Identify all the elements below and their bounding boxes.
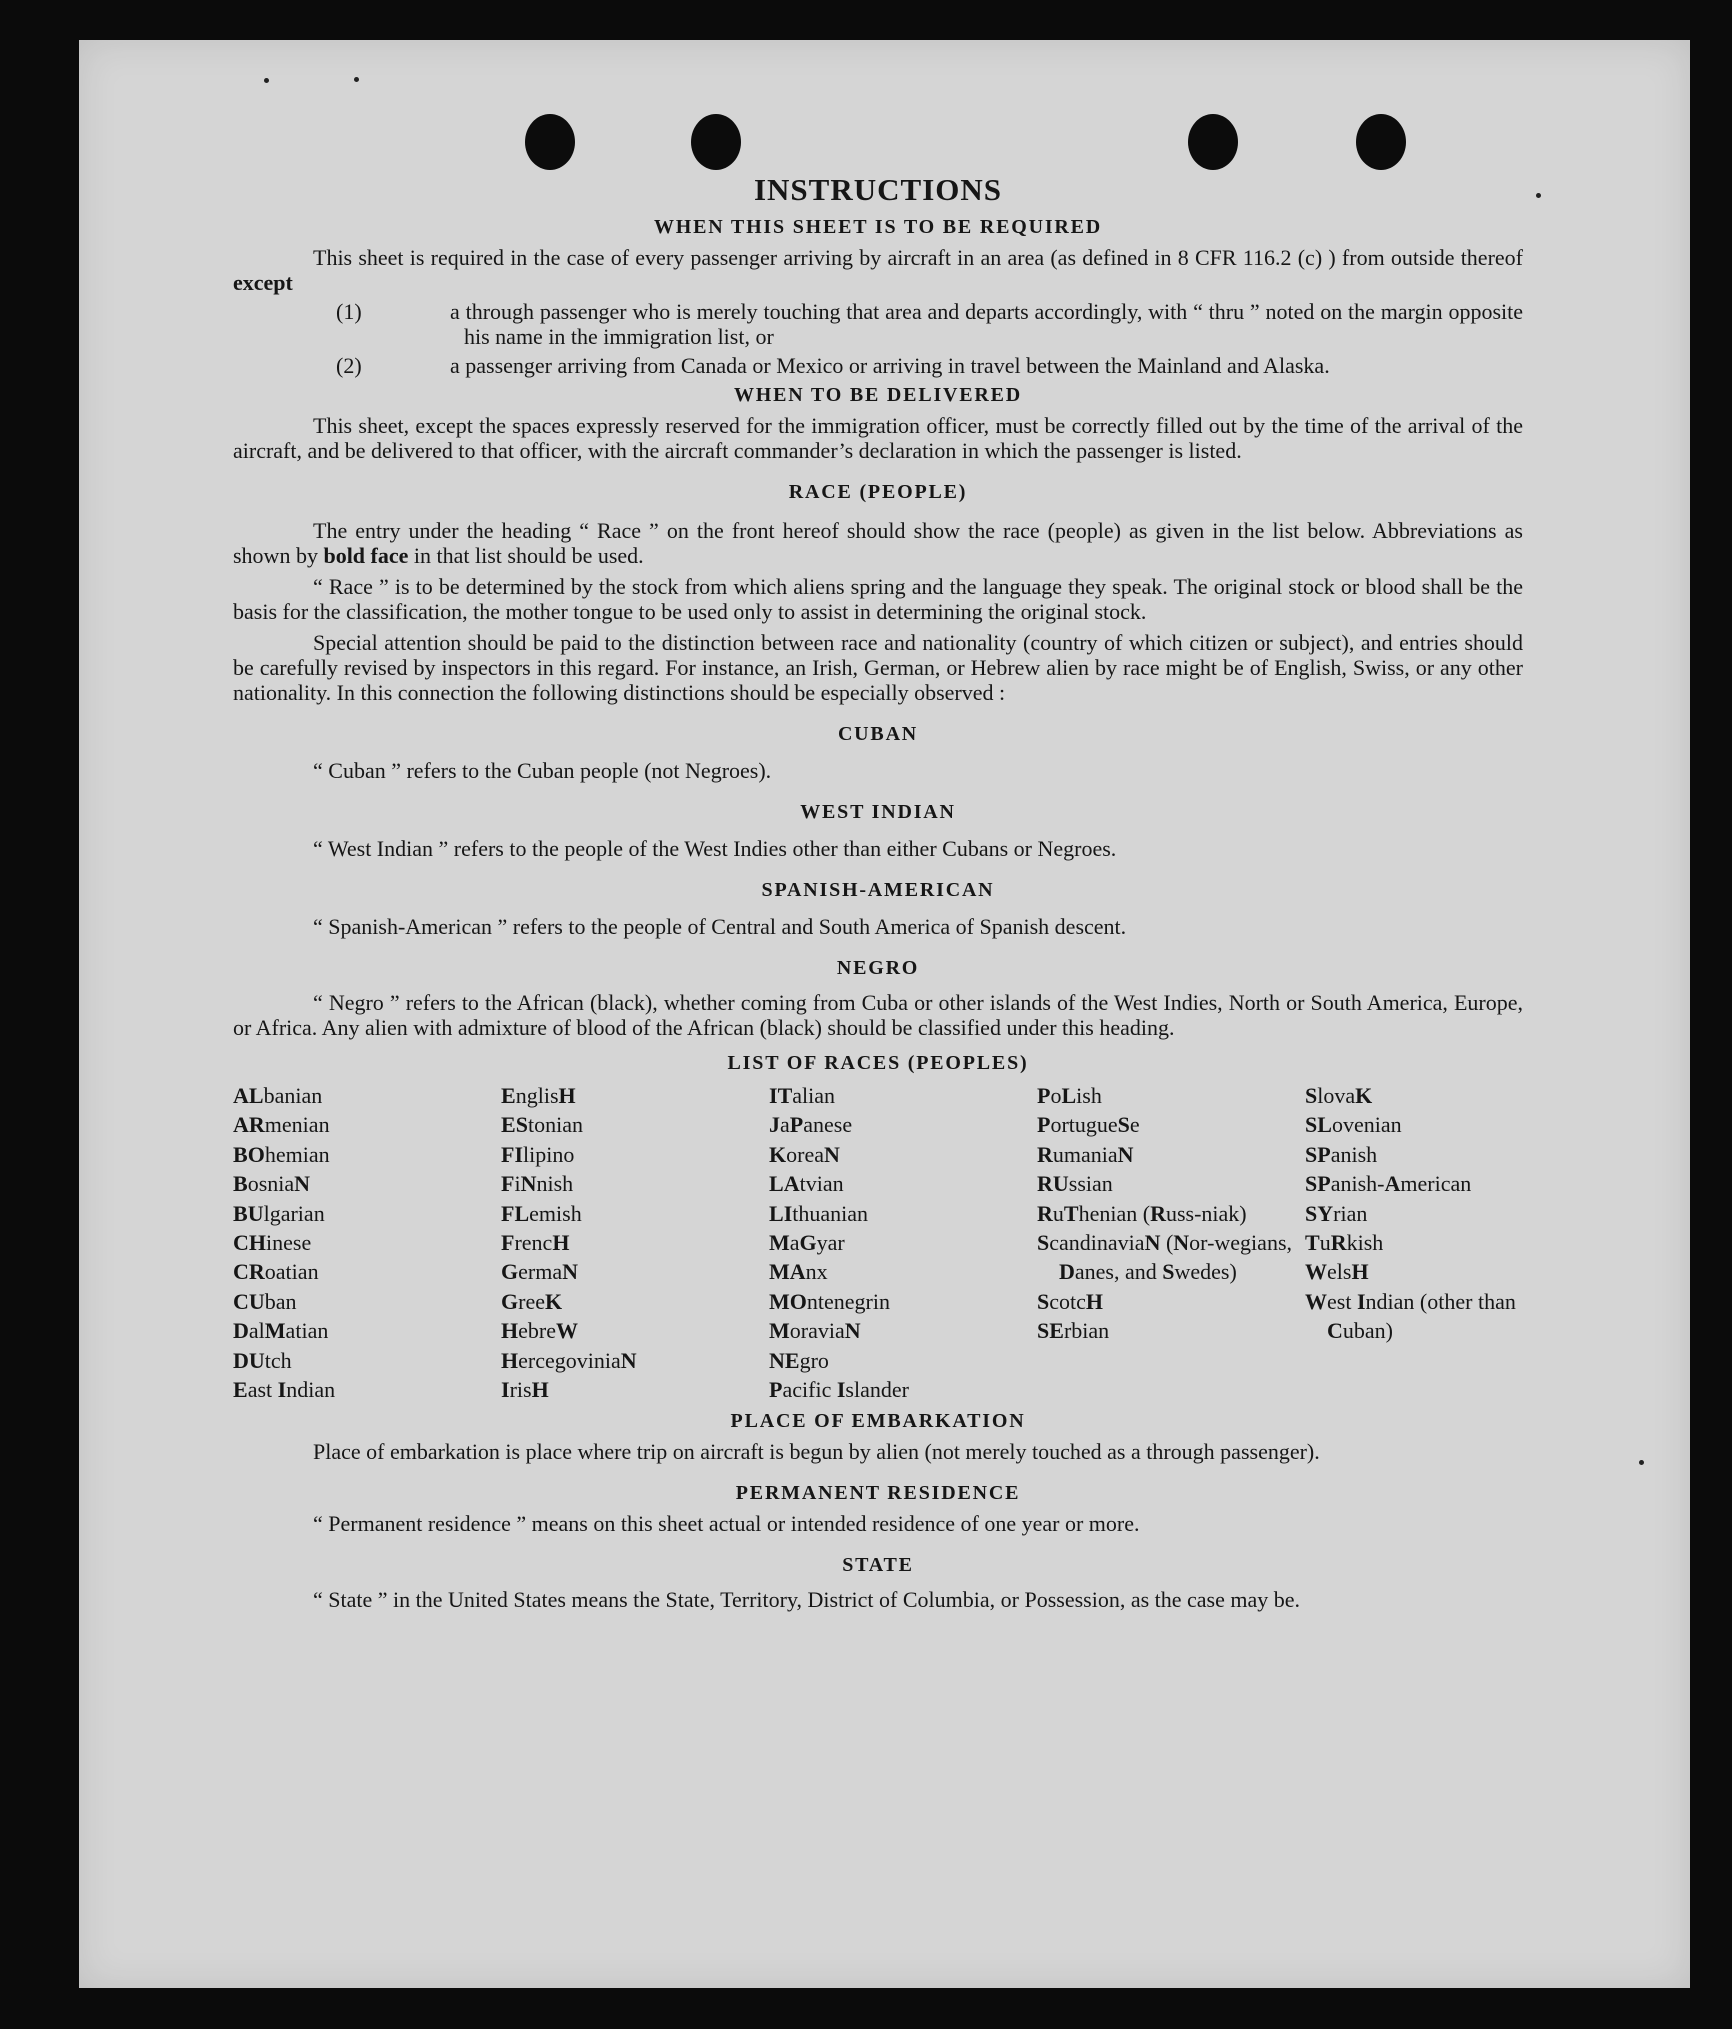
race-list-item: SYrian bbox=[1305, 1200, 1368, 1226]
race-p1-text: The entry under the heading “ Race ” on the front hereof should show the race (people) as given in the list below. Abbreviations as shown by bbox=[233, 518, 1523, 568]
punch-hole bbox=[691, 114, 741, 170]
exception-number: (1) bbox=[336, 299, 362, 324]
race-list-item: FIlipino bbox=[501, 1141, 575, 1167]
race-list-item: West Indian (other than Cuban) bbox=[1305, 1288, 1516, 1344]
race-list-item: PoLish bbox=[1037, 1083, 1102, 1108]
heading-when-required: WHEN THIS SHEET IS TO BE REQUIRED bbox=[653, 216, 1103, 238]
race-list-item: BOhemian bbox=[233, 1141, 330, 1167]
cuban-text: “ Cuban ” refers to the Cuban people (not Negroes). bbox=[313, 758, 772, 783]
exception-item-2 bbox=[233, 353, 1523, 378]
state-text: “ State ” in the United States means the State, Territory, District of Columbia, or Possession, as the case may be. bbox=[313, 1587, 1301, 1613]
west-indian-text: “ West Indian ” refers to the people of the West Indies other than either Cubans or Negroes. bbox=[313, 836, 1117, 861]
race-list-item: LIthuanian bbox=[769, 1200, 869, 1226]
race-p1-bold: bold face bbox=[323, 543, 409, 568]
race-list-item: RuThenian (Russ-niak) bbox=[1037, 1200, 1247, 1226]
race-paragraph-3: Special attention should be paid to the distinction between race and nationality (country of which citizen or subject), and entries should be carefully revised by inspectors in this regard. For instance, an Irish, German, or Hebrew alien by race might be of English, Swiss, or any other nationality. In this connection the following distinctions should be especially observed : bbox=[233, 630, 1523, 705]
exception-text: a passenger arriving from Canada or Mexico or arriving in travel between the Mainland and Alaska. bbox=[450, 353, 1330, 378]
race-list-item: JaPanese bbox=[769, 1112, 853, 1138]
race-list-item: ScandinaviaN (Nor-wegians, Danes, and Swedes) bbox=[1037, 1230, 1292, 1285]
race-paragraph-1 bbox=[233, 518, 1523, 568]
race-list-item: ITalian bbox=[769, 1083, 836, 1108]
race-list-item: FiNnish bbox=[501, 1171, 574, 1197]
race-list-item: FrencH bbox=[501, 1230, 570, 1256]
race-column bbox=[1305, 1081, 1523, 1404]
heading-spanish-american: SPANISH-AMERICAN bbox=[761, 879, 995, 901]
ink-speck bbox=[1536, 193, 1541, 198]
race-list-item: EStonian bbox=[501, 1112, 583, 1138]
race-paragraph-2: “ Race ” is to be determined by the stock from which aliens spring and the language they speak. The original stock or blood shall be the basis for the classification, the mother tongue to be used only to assist in determining the original stock. bbox=[233, 574, 1523, 624]
race-list-item: PortugueSe bbox=[1037, 1112, 1140, 1138]
heading-cuban: CUBAN bbox=[837, 723, 919, 745]
race-list-item: ScotcH bbox=[1037, 1288, 1104, 1314]
exception-item-1 bbox=[233, 299, 1523, 349]
race-list-item: RumaniaN bbox=[1037, 1141, 1134, 1167]
race-list-item: SPanish-American bbox=[1305, 1171, 1472, 1197]
race-list-item: IrisH bbox=[501, 1377, 549, 1403]
ink-speck bbox=[354, 77, 359, 82]
race-list-item: CUban bbox=[233, 1288, 297, 1314]
race-list-item: SlovaK bbox=[1305, 1083, 1373, 1108]
race-list-item: WelsH bbox=[1305, 1259, 1369, 1285]
required-intro bbox=[233, 245, 1523, 295]
race-list-item: East Indian bbox=[233, 1377, 336, 1403]
race-column bbox=[233, 1081, 501, 1404]
heading-place-of-embarkation: PLACE OF EMBARKATION bbox=[730, 1410, 1026, 1433]
exception-text: a through passenger who is merely touching that area and departs accordingly, with “ thru ” noted on the margin opposite his name in the immigration list, or bbox=[450, 299, 1523, 349]
race-list-item: TuRkish bbox=[1305, 1230, 1384, 1256]
race-column bbox=[1037, 1081, 1305, 1404]
race-list-item: LAtvian bbox=[769, 1171, 844, 1197]
race-list-item: ARmenian bbox=[233, 1112, 330, 1138]
race-list-item: HercegoviniaN bbox=[501, 1347, 637, 1373]
race-list-item: SLovenian bbox=[1305, 1112, 1402, 1138]
heading-negro: NEGRO bbox=[836, 957, 920, 979]
race-column bbox=[769, 1081, 1037, 1404]
delivered-text: This sheet, except the spaces expressly reserved for the immigration officer, must be correctly filled out by the time of the arrival of the aircraft, and be delivered to that officer, with the aircraft commander’s declaration in which the passenger is listed. bbox=[233, 413, 1523, 463]
instructions-content bbox=[233, 168, 1523, 1612]
required-intro-text: This sheet is required in the case of every passenger arriving by aircraft in an area (as defined in 8 CFR 116.2 (c) ) from outside thereof bbox=[313, 245, 1523, 270]
race-list-item: GermaN bbox=[501, 1259, 578, 1285]
page-title: INSTRUCTIONS bbox=[753, 172, 1002, 207]
heading-list-of-races: LIST OF RACES (PEOPLES) bbox=[727, 1052, 1029, 1074]
race-list-item: BUlgarian bbox=[233, 1200, 325, 1226]
race-list-item: Pacific Islander bbox=[769, 1377, 909, 1403]
ink-speck bbox=[1639, 1460, 1644, 1465]
residence-text: “ Permanent residence ” means on this sheet actual or intended residence of one year or more. bbox=[313, 1511, 1140, 1537]
race-list-item: DUtch bbox=[233, 1347, 292, 1373]
race-list-item: RUssian bbox=[1037, 1171, 1113, 1197]
heading-west-indian: WEST INDIAN bbox=[800, 801, 956, 823]
race-list-item: CRoatian bbox=[233, 1259, 319, 1285]
punch-hole bbox=[1188, 114, 1238, 170]
race-list-item: GreeK bbox=[501, 1288, 563, 1314]
race-list-item: FLemish bbox=[501, 1200, 582, 1226]
embarkation-text: Place of embarkation is place where trip on aircraft is begun by alien (not merely touched as a through passenger). bbox=[313, 1439, 1320, 1465]
race-list-item: ALbanian bbox=[233, 1083, 323, 1108]
heading-when-delivered: WHEN TO BE DELIVERED bbox=[733, 384, 1023, 406]
race-list-item: EnglisH bbox=[501, 1083, 576, 1108]
race-list-item: KoreaN bbox=[769, 1141, 840, 1167]
race-list-item: MoraviaN bbox=[769, 1318, 861, 1344]
race-list-item: MOntenegrin bbox=[769, 1288, 890, 1314]
race-list-item: HebreW bbox=[501, 1318, 578, 1344]
race-list-item: DalMatian bbox=[233, 1318, 329, 1344]
race-list-item: MaGyar bbox=[769, 1230, 845, 1256]
heading-permanent-residence: PERMANENT RESIDENCE bbox=[735, 1482, 1021, 1505]
race-list-item: CHinese bbox=[233, 1230, 312, 1256]
punch-hole bbox=[525, 114, 575, 170]
ink-speck bbox=[264, 78, 269, 83]
race-list-item: SErbian bbox=[1037, 1318, 1110, 1344]
exception-number: (2) bbox=[336, 353, 362, 378]
negro-text: “ Negro ” refers to the African (black), whether coming from Cuba or other islands of the West Indies, North or South America, Europe, or Africa. Any alien with admixture of blood of the African (black) should be classified under this heading. bbox=[233, 990, 1523, 1040]
required-intro-except: except bbox=[233, 270, 293, 295]
punch-hole bbox=[1356, 114, 1406, 170]
race-column bbox=[501, 1081, 769, 1404]
spanish-american-text: “ Spanish-American ” refers to the people of Central and South America of Spanish descent. bbox=[313, 914, 1127, 939]
race-list-item: MAnx bbox=[769, 1259, 828, 1285]
race-p1-end: in that list should be used. bbox=[413, 543, 644, 568]
race-list-item: NEgro bbox=[769, 1347, 829, 1373]
heading-state: STATE bbox=[842, 1554, 914, 1577]
race-list bbox=[233, 1081, 1523, 1404]
heading-race: RACE (PEOPLE) bbox=[788, 481, 968, 503]
race-list-item: BosniaN bbox=[233, 1171, 311, 1197]
race-list-item: SPanish bbox=[1305, 1141, 1378, 1167]
